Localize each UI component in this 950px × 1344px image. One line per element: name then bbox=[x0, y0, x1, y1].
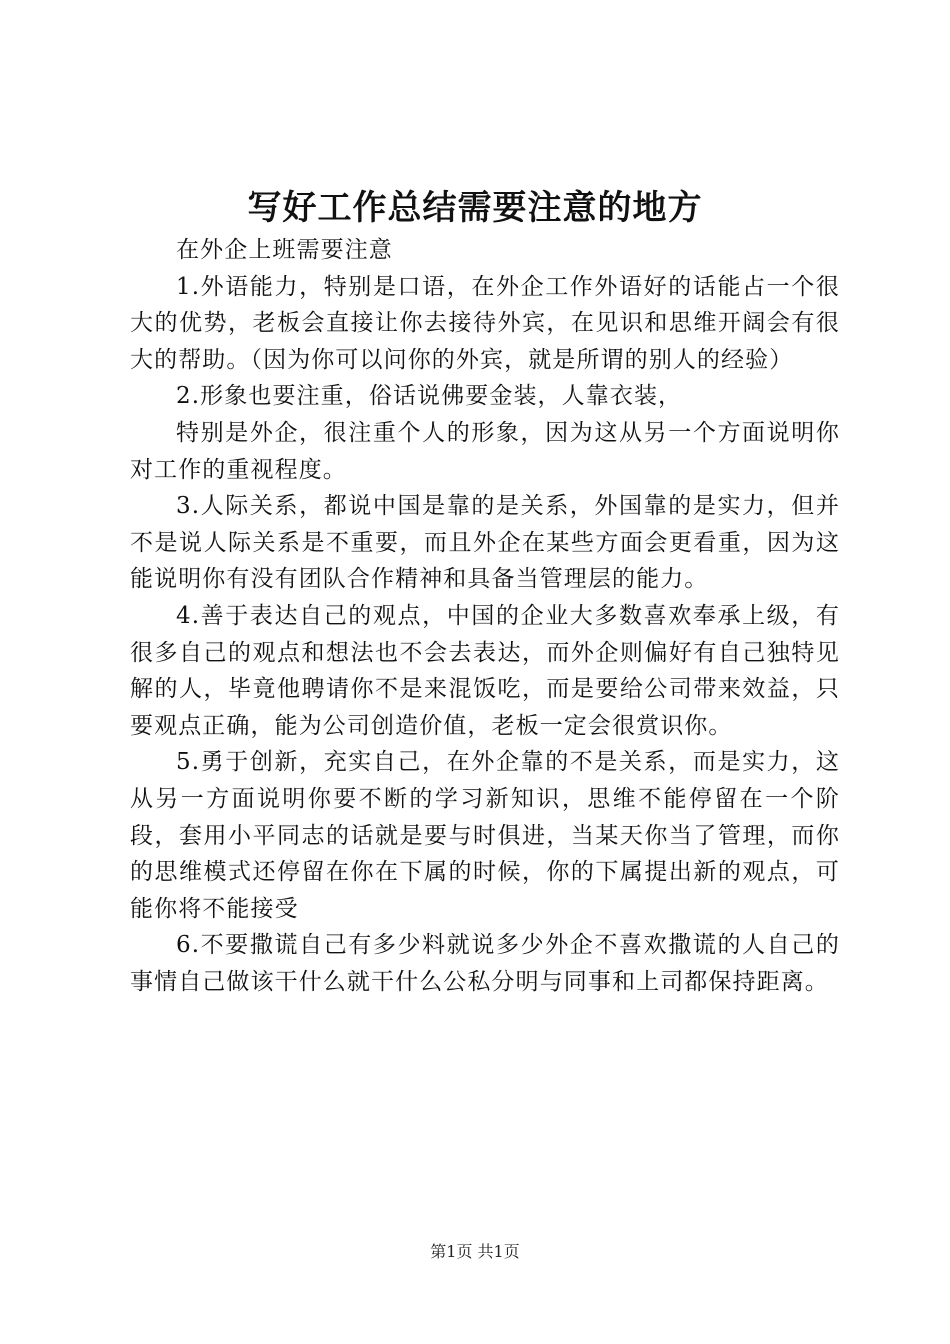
paragraph-2-continued: 特别是外企，很注重个人的形象，因为这从另一个方面说明你对工作的重视程度。 bbox=[130, 419, 840, 483]
paragraph-intro: 在外企上班需要注意 bbox=[176, 237, 393, 263]
paragraph-5-innovation: 5.勇于创新，充实自己，在外企靠的不是关系，而是实力，这从另一方面说明你要不断的学习新知识，思维不能停留在一个阶段，套用小平同志的话就是要与时俱进，当某天你当了管理，而你的思维模式还停留在你在下属的时候，你的下属提出新的观点，可能你将不能接受 bbox=[130, 749, 840, 922]
paragraph-1-language: 1.外语能力，特别是口语，在外企工作外语好的话能占一个很大的优势，老板会直接让你去接待外宾，在见识和思维开阔会有很大的帮助。（因为你可以问你的外宾，就是所谓的别人的经验） bbox=[130, 273, 840, 373]
document-body bbox=[130, 232, 840, 1000]
page-footer: 第1页 共1页 bbox=[430, 1242, 520, 1261]
paragraph-4-expression: 4.善于表达自己的观点，中国的企业大多数喜欢奉承上级，有很多自己的观点和想法也不会去表达，而外企则偏好有自己独特见解的人，毕竟他聘请你不是来混饭吃，而是要给公司带来效益，只要观点正确，能为公司创造价值，老板一定会很赏识你。 bbox=[130, 602, 840, 739]
document-title: 写好工作总结需要注意的地方 bbox=[247, 188, 703, 228]
paragraph-3-relations: 3.人际关系，都说中国是靠的是关系，外国靠的是实力，但并不是说人际关系是不重要，而且外企在某些方面会更看重，因为这能说明你有没有团队合作精神和具备当管理层的能力。 bbox=[130, 493, 840, 593]
paragraph-6-honesty: 6.不要撒谎自己有多少料就说多少外企不喜欢撒谎的人自己的事情自己做该干什么就干什么公私分明与同事和上司都保持距离。 bbox=[130, 932, 840, 995]
paragraph-2-image: 2.形象也要注重，俗话说佛要金装，人靠衣装， bbox=[176, 383, 683, 410]
